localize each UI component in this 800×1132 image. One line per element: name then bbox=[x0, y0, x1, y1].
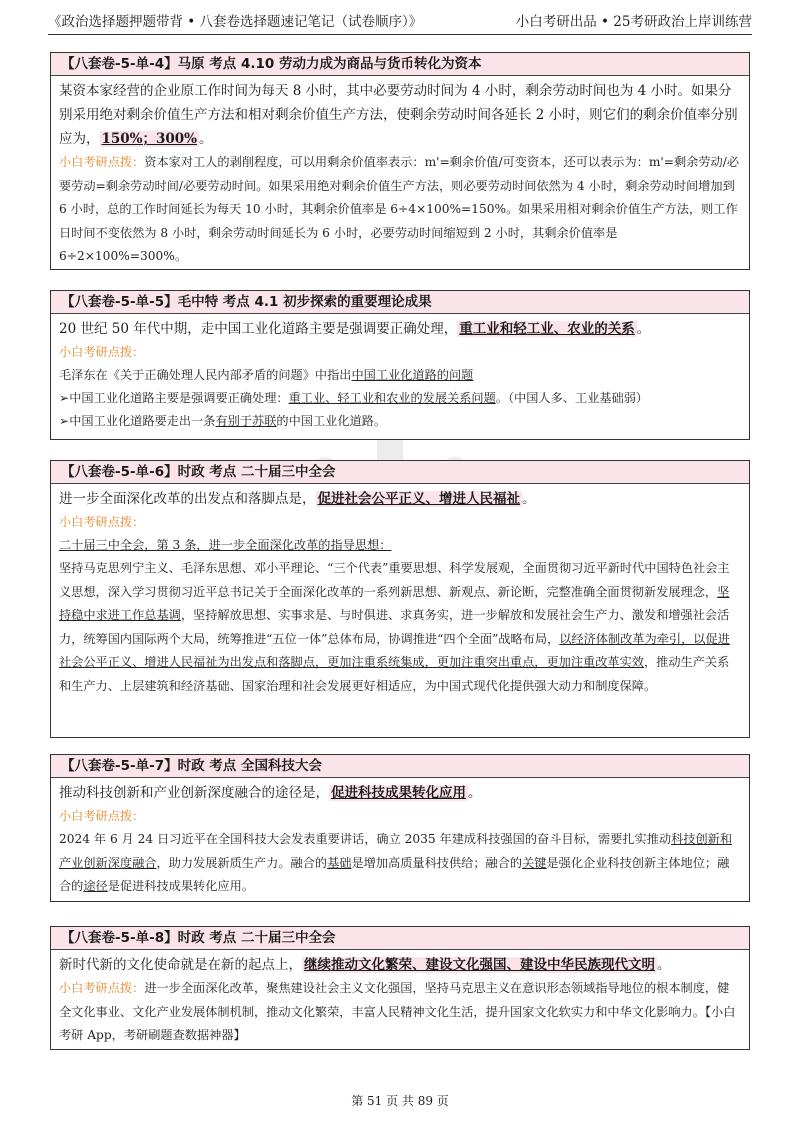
header-publisher: 小白考研出品 • 25考研政治上岸训练营 bbox=[515, 14, 752, 30]
answer-highlight: 促进社会公平正义、增进人民福祉 bbox=[317, 491, 520, 507]
question-card-7 bbox=[50, 754, 750, 902]
question-card-8 bbox=[50, 926, 750, 1050]
card-title: 【八套卷-5-单-6】时政 考点 二十届三中全会 bbox=[51, 461, 749, 484]
card-title: 【八套卷-5-单-5】毛中特 考点 4.1 初步探索的重要理论成果 bbox=[51, 291, 749, 314]
note-label: 小白考研点拨： bbox=[59, 981, 145, 995]
question-card-4 bbox=[50, 52, 750, 270]
question-text: 推动科技创新和产业创新深度融合的途径是， 促进科技成果转化应用 。 bbox=[59, 785, 482, 801]
question-card-6 bbox=[50, 460, 750, 738]
answer-highlight: 促进科技成果转化应用 bbox=[331, 785, 466, 801]
answer-highlight: 继续推动文化繁荣、建设文化强国、建设中华民族现代文明 bbox=[304, 957, 655, 973]
note-subheading: 二十届三中全会，第 3 条，进一步全面深化改革的指导思想： bbox=[59, 538, 392, 552]
note-text: 小白考研点拨：资本家对工人的剥削程度，可以用剩余价值率表示：m'=剩余价值/可变资本，还可以表示为：m'=剩余劳动/必要劳动=剩余劳动时间/必要劳动时间。如果采用绝对剩余价值生产方法，则必要劳动时间依然为 4 小时，剩余劳动时间增加到 6 小时，总的工作时间延长为每天 10 小时，其剩余价值率是 6÷4×100%=150%。如果采用相对剩余价值生产方法，则工作日时间不变依然为 8 小时，剩余劳动时间延长为 6 小时，必要劳动时间缩短到 2 小时，其剩余价值率是 6÷2×100%=300%。 bbox=[59, 155, 740, 263]
page-header bbox=[48, 10, 752, 35]
note-line: ➢中国工业化道路要走出一条有别于苏联的中国工业化道路。 bbox=[59, 414, 387, 428]
card-title: 【八套卷-5-单-7】时政 考点 全国科技大会 bbox=[51, 755, 749, 778]
header-doc-title: 《政治选择题押题带背 • 八套卷选择题速记笔记（试卷顺序）》 bbox=[48, 14, 423, 30]
question-card-5 bbox=[50, 290, 750, 440]
card-title: 【八套卷-5-单-4】马原 考点 4.10 劳动力成为商品与货币转化为资本 bbox=[51, 53, 749, 76]
question-text: 新时代新的文化使命就是在新的起点上， 继续推动文化繁荣、建设文化强国、建设中华民族现代文明 。 bbox=[59, 957, 671, 973]
question-text: 20 世纪 50 年代中期，走中国工业化道路主要是强调要正确处理， 重工业和轻工业、农业的关系 。 bbox=[59, 321, 651, 337]
question-text: 某资本家经营的企业原工作时间为每天 8 小时，其中必要劳动时间为 4 小时，剩余劳动时间也为 4 小时。如果分别采用绝对剩余价值生产方法和相对剩余价值生产方法，使剩余劳动时间各延长 2 小时，则它们的剩余价值率分别应为， 150%；300% 。 bbox=[59, 83, 738, 147]
note-label: 小白考研点拨： bbox=[59, 515, 145, 529]
note-text: 坚持马克思列宁主义、毛泽东思想、邓小平理论、“三个代表”重要思想、科学发展观，全面贯彻习近平新时代中国特色社会主义思想，深入学习贯彻习近平总书记关于全面深化改革的一系列新思想、新观点、新论断，完整准确全面贯彻新发展理念，坚持稳中求进工作总基调，坚持解放思想、实事求是、与时俱进、求真务实，进一步解放和发展社会生产力、激发和增强社会活力，统筹国内国际两个大局，统筹推进“五位一体”总体布局，协调推进“四个全面”战略布局，以经济体制改革为牵引，以促进社会公平正义、增进人民福祉为出发点和落脚点，更加注重系统集成，更加注重突出重点，更加注重改革实效，推动生产关系和生产力、上层建筑和经济基础、国家治理和社会发展更好相适应，为中国式现代化提供强大动力和制度保障。 bbox=[59, 561, 730, 693]
note-line: 毛泽东在《关于正确处理人民内部矛盾的问题》中指出中国工业化道路的问题 bbox=[59, 368, 474, 382]
page-number: 第 51 页 共 89 页 bbox=[351, 1094, 449, 1108]
answer-highlight: 重工业和轻工业、农业的关系 bbox=[459, 321, 635, 337]
note-label: 小白考研点拨： bbox=[59, 809, 145, 823]
note-text: 小白考研点拨：进一步全面深化改革，聚焦建设社会主义文化强国，坚持马克思主义在意识形态领域指导地位的根本制度，健全文化事业、文化产业发展体制机制，推动文化繁荣，丰富人民精神文化生活，提升国家文化软实力和中华文化影响力。【小白考研 App，考研刷题查数据神器】 bbox=[59, 981, 736, 1042]
question-text: 进一步全面深化改革的出发点和落脚点是， 促进社会公平正义、增进人民福祉 。 bbox=[59, 491, 536, 507]
note-label: 小白考研点拨： bbox=[59, 155, 145, 169]
card-title: 【八套卷-5-单-8】时政 考点 二十届三中全会 bbox=[51, 927, 749, 950]
note-line: ➢中国工业化道路主要是强调要正确处理：重工业、轻工业和农业的发展关系问题。（中国人多、工业基础弱） bbox=[59, 391, 649, 405]
note-label: 小白考研点拨： bbox=[59, 345, 145, 359]
answer-highlight: 150%；300% bbox=[101, 131, 198, 147]
note-text: 2024 年 6 月 24 日习近平在全国科技大会发表重要讲话，确立 2035 年建成科技强国的奋斗目标，需要扎实推动科技创新和产业创新深度融合，助力发展新质生产力。融合的基础是增加高质量科技供给；融合的关键是强化企业科技创新主体地位；融合的途径是促进科技成果转化应用。 bbox=[59, 832, 733, 893]
